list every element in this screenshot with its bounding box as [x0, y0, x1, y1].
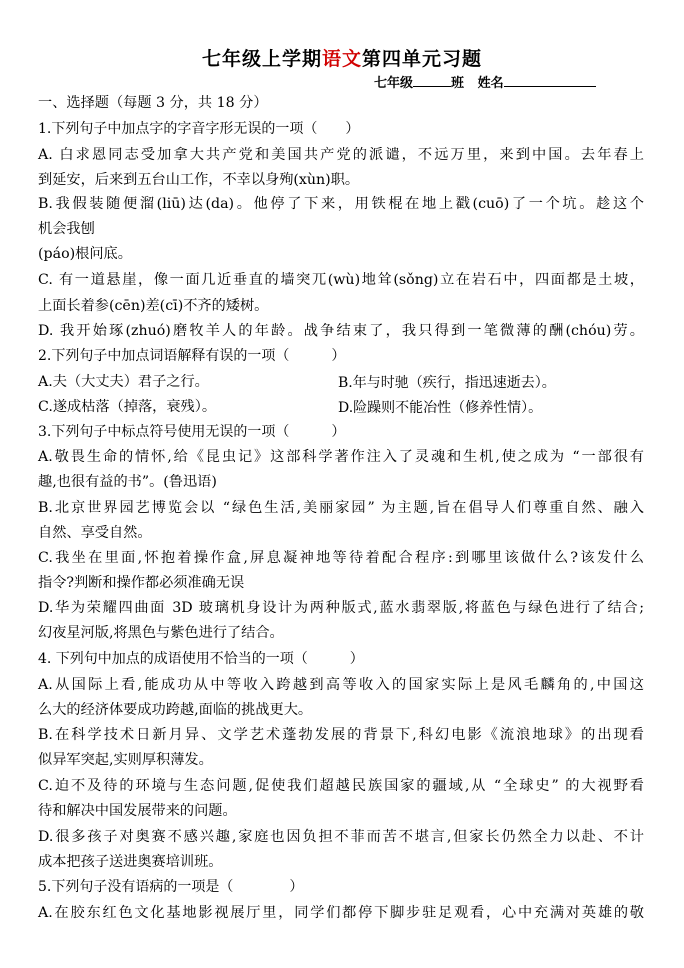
q3-option-b: B.北京世界园艺博览会以 “绿色生活,美丽家园” 为主题,旨在倡导人们尊重自然、融入	[38, 500, 644, 516]
title-prefix: 七年级上学期	[201, 48, 322, 70]
q3-option-c: C.我坐在里面,怀抱着操作盒,屏息凝神地等待着配合程序:到哪里该做什么?该发什么	[38, 550, 644, 566]
q2-option-d: D.险躁则不能冶性（修养性情）。	[338, 400, 543, 416]
q5-option-a: A.在胶东红色文化基地影视展厅里，同学们都停下脚步驻足观看，心中充满对英雄的敬	[38, 905, 644, 921]
q3-option-b-cont: 自然、享受自然。	[38, 525, 152, 541]
question-2-stem: 2.下列句子中加点词语解释有误的一项（ ）	[38, 348, 346, 364]
q4-option-a-cont: 么大的经济体要成功跨越,面临的挑战更大。	[38, 702, 313, 718]
q1-option-c: C. 有一道悬崖，像一面几近垂直的墙突兀(wù)地耸(sǒng)立在岩石中，四面都是土坡，	[38, 272, 644, 288]
q4-option-a: A.从国际上看,能成功从中等收入跨越到高等收入的国家实际上是风毛麟角的,中国这	[38, 677, 644, 693]
q4-option-d: D.很多孩子对奥赛不感兴趣,家庭也因负担不菲而苦不堪言,但家长仍然全力以赴、不计	[38, 829, 644, 845]
page-title	[0, 44, 684, 71]
grade-label: 七年级	[374, 76, 414, 91]
title-subject: 语文	[321, 48, 362, 70]
section-heading: 一、选择题（每题 3 分，共 18 分）	[38, 95, 268, 111]
student-info	[374, 72, 596, 91]
q4-option-b-cont: 似异军突起,实则厚积薄发。	[38, 752, 213, 768]
q4-option-c-cont: 待和解决中国发展带来的问题。	[38, 803, 237, 819]
q3-option-d-cont: 幻夜星河版,将黑色与紫色进行了结合。	[38, 625, 284, 641]
q2-option-b: B.年与时驰（疾行，指迅速逝去）。	[338, 375, 556, 391]
class-blank[interactable]	[413, 74, 451, 87]
name-blank[interactable]	[504, 74, 596, 87]
name-label: 姓名	[477, 76, 504, 91]
title-suffix: 第四单元习题	[362, 48, 483, 70]
q1-option-d: D. 我开始琢(zhuó)磨牧羊人的年龄。战争结束了，我只得到一笔微薄的酬(chóu)劳。	[38, 323, 644, 339]
question-3-stem: 3.下列句子中标点符号使用无误的一项（ ）	[38, 424, 346, 440]
q4-option-c: C.迫不及待的环境与生态问题,促使我们超越民族国家的疆域,从 “全球史” 的大视野看	[38, 778, 644, 794]
q1-option-a: A. 白求恩同志受加拿大共产党和美国共产党的派谴，不远万里，来到中国。去年春上	[38, 147, 644, 163]
q3-option-c-cont: 指令?判断和操作都必须准确无误	[38, 575, 245, 591]
q4-option-b: B.在科学技术日新月异、文学艺术蓬勃发展的背景下,科幻电影《流浪地球》的出现看	[38, 727, 644, 743]
q1-option-b-cont: 机会我刨	[38, 221, 95, 237]
q3-option-a-cont: 趣,也很有益的书”。(鲁迅语)	[38, 474, 217, 490]
q3-option-d: D.华为荣耀四曲面 3D 玻璃机身设计为两种版式,蓝水翡翠版,将蓝色与绿色进行了结合;	[38, 600, 644, 616]
q1-option-b-cont2: (páo)根问底。	[38, 246, 132, 262]
question-1-stem: 1.下列句子中加点字的字音字形无误的一项（ ）	[38, 121, 360, 137]
question-5-stem: 5.下列句子没有语病的一项是（ ）	[38, 879, 304, 895]
q4-option-d-cont: 成本把孩子送进奥赛培训班。	[38, 854, 223, 870]
q1-option-b: B.我假装随便溜(liū)达(da)。他停了下来，用铁棍在地上戳(cuō)了一个坑。趁这个	[38, 196, 644, 212]
question-4-stem: 4. 下列句中加点的成语使用不恰当的一项（ ）	[38, 651, 364, 667]
q2-option-c: C.遂成枯落（掉落，衰残）。	[38, 399, 217, 415]
q3-option-a: A.敬畏生命的情怀,给《昆虫记》这部科学著作注入了灵魂和生机,使之成为 “一部很有	[38, 449, 644, 465]
class-label: 班	[451, 76, 465, 91]
q1-option-c-cont: 上面长着参(cēn)差(cī)不齐的矮树。	[38, 298, 269, 314]
q1-option-a-cont: 到延安，后来到五台山工作，不幸以身殉(xùn)职。	[38, 172, 360, 188]
q2-option-a: A.夫（大丈夫）君子之行。	[38, 374, 209, 390]
